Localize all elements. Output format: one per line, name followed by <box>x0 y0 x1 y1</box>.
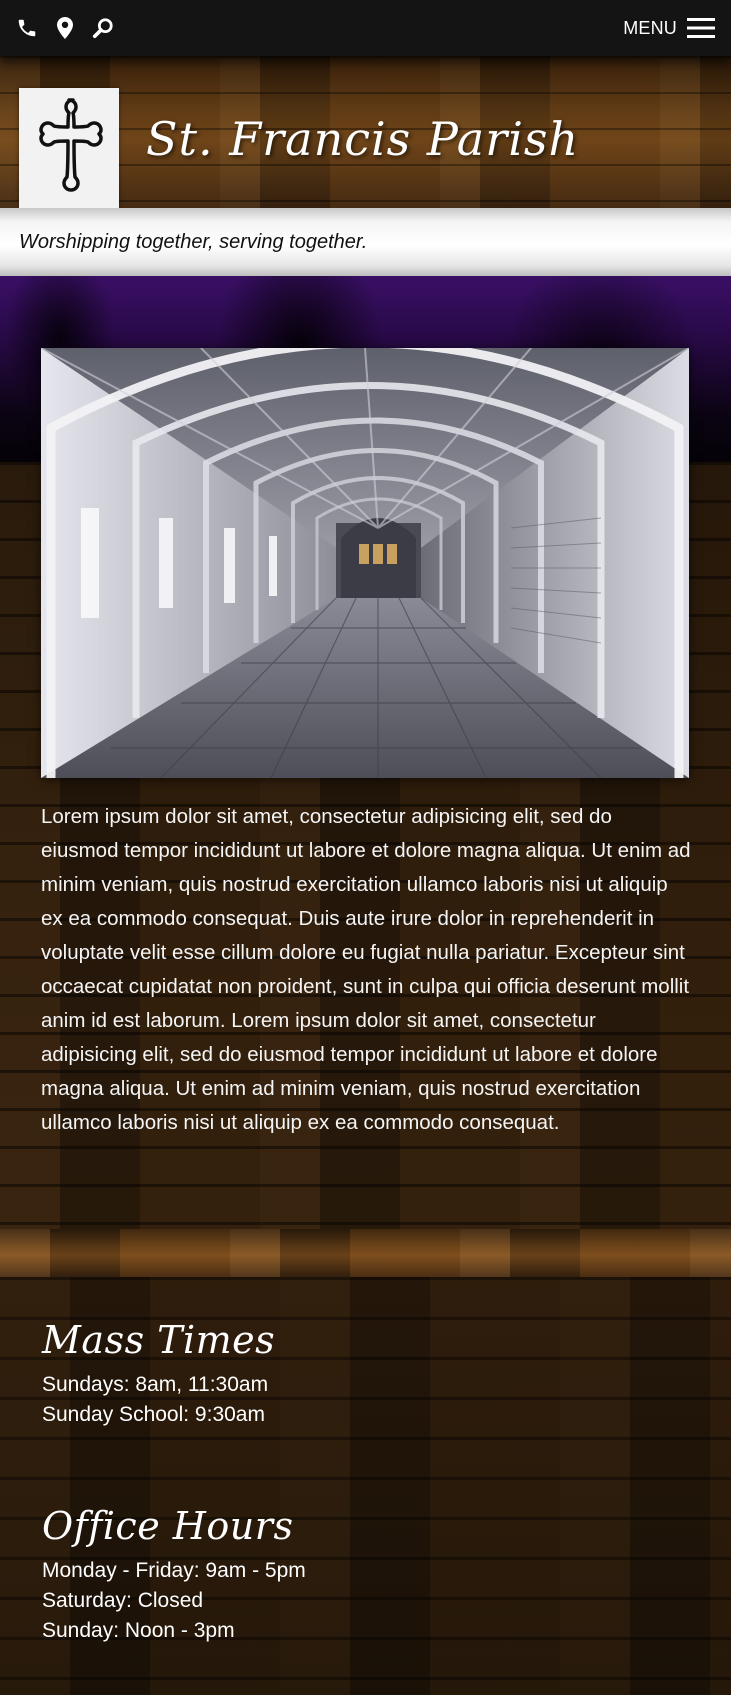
intro-paragraph: Lorem ipsum dolor sit amet, consectetur adipisicing elit, sed do eiusmod tempor incididunt ut labore et dolore magna aliqua. Ut enim ad minim veniam, quis nostrud exercitation ullamco laboris nisi ut aliquip ex ea commodo consequat. Duis aute irure dolor in reprehenderit in voluptate velit esse cillum dolore eu fugiat nulla pariatur. Excepteur sint occaecat cupidatat non proident, sunt in culpa qui officia deserunt mollit anim id est laborum. Lorem ipsum dolor sit amet, consectetur adipisicing elit, sed do eiusmod tempor incididunt ut labore et dolore magna aliqua. Ut enim ad minim veniam, quis nostrud exercitation ullamco laboris nisi ut aliquip ex ea commodo consequat. <box>41 805 691 1134</box>
cross-icon <box>27 96 111 200</box>
mass-times-title: Mass Times <box>42 1318 276 1362</box>
office-hours-section <box>42 1504 306 1646</box>
site-header <box>0 56 731 208</box>
wood-divider <box>0 1229 731 1277</box>
hamburger-icon <box>687 17 715 39</box>
office-hours-line: Monday - Friday: 9am - 5pm <box>42 1559 306 1582</box>
top-bar <box>0 0 731 56</box>
menu-label: MENU <box>623 17 677 38</box>
phone-icon[interactable] <box>16 16 38 40</box>
search-icon[interactable] <box>92 16 114 40</box>
office-hours-line: Saturday: Closed <box>42 1589 204 1612</box>
top-bar-icons <box>16 16 114 40</box>
mass-times-line: Sunday School: 9:30am <box>42 1403 265 1426</box>
office-hours-title: Office Hours <box>42 1504 294 1548</box>
map-pin-icon[interactable] <box>54 16 76 40</box>
tagline: Worshipping together, serving together. <box>19 230 368 253</box>
menu-button[interactable] <box>623 17 715 39</box>
office-hours-line: Sunday: Noon - 3pm <box>42 1619 235 1642</box>
mass-times-line: Sundays: 8am, 11:30am <box>42 1373 269 1396</box>
tagline-bar <box>0 208 731 276</box>
mass-times-section <box>42 1318 275 1430</box>
site-title[interactable]: St. Francis Parish <box>146 112 580 166</box>
cloister-corridor-image <box>41 348 689 778</box>
logo[interactable] <box>19 88 119 208</box>
